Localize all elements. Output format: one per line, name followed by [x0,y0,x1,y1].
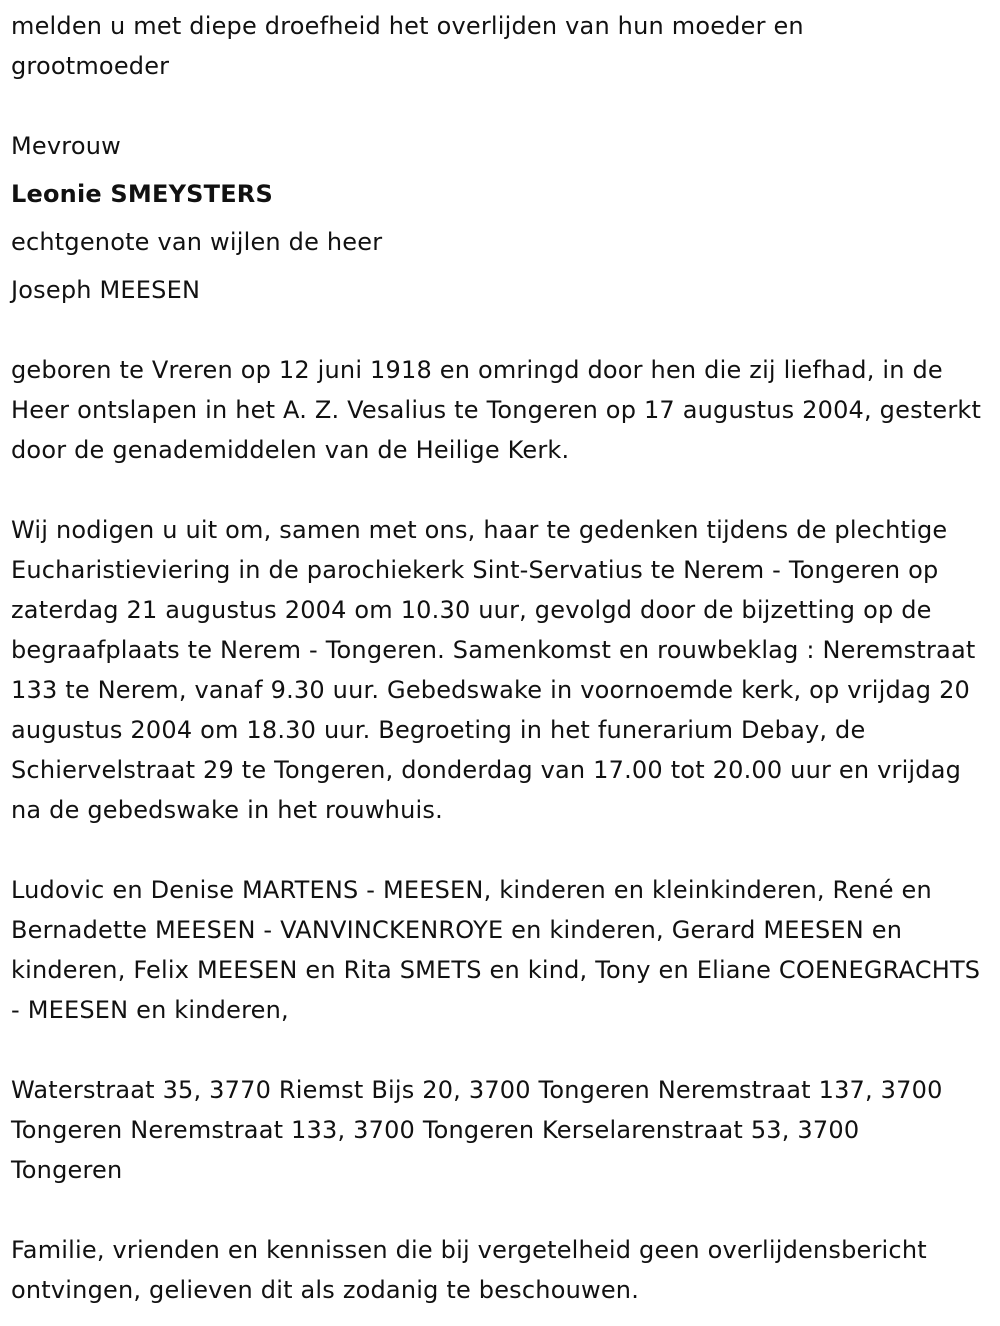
salutation: Mevrouw [11,132,121,160]
addresses-paragraph: Waterstraat 35, 3770 Riemst Bijs 20, 3700 Tongeren Neremstraat 137, 3700 Tongeren Neremstraat 133, 3700 Tongeren Kerselarenstraat 53, 3700 Tongeren [11,1076,943,1184]
closing-paragraph: Familie, vrienden en kennissen die bij vergetelheid geen overlijdensbericht ontvingen, gelieven dit als zodanig te beschouwen. [11,1236,927,1304]
spouse-name: Joseph MEESEN [11,276,201,304]
ceremony-paragraph: Wij nodigen u uit om, samen met ons, haar te gedenken tijdens de plechtige Eucharistieviering in de parochiekerk Sint-Servatius te Nerem - Tongeren op zaterdag 21 augustus 2004 om 10.30 uur, gevolgd door de bijzetting op de begraafplaats te Nerem - Tongeren. Samenkomst en rouwbeklag : Neremstraat 133 te Nerem, vanaf 9.30 uur. Gebedswake in voornoemde kerk, op vrijdag 20 augustus 2004 om 18.30 uur. Begroeting in het funerarium Debay, de Schiervelstraat 29 te Tongeren, donderdag van 17.00 tot 20.00 uur en vrijdag na de gebedswake in het rouwhuis. [11,516,976,824]
intro-paragraph: melden u met diepe droefheid het overlijden van hun moeder en grootmoeder [11,12,804,80]
birth-death-paragraph: geboren te Vreren op 12 juni 1918 en omringd door hen die zij liefhad, in de Heer ontslapen in het A. Z. Vesalius te Tongeren op 17 augustus 2004, gesterkt door de genademiddelen van de Heilige Kerk. [11,356,982,464]
family-paragraph: Ludovic en Denise MARTENS - MEESEN, kinderen en kleinkinderen, René en Bernadette MEESEN - VANVINCKENROYE en kinderen, Gerard MEESEN en kinderen, Felix MEESEN en Rita SMETS en kind, Tony en Eliane COENEGRACHTS - MEESEN en kinderen, [11,876,981,1024]
spouse-relation: echtgenote van wijlen de heer [11,228,383,256]
deceased-name: Leonie SMEYSTERS [11,180,273,208]
